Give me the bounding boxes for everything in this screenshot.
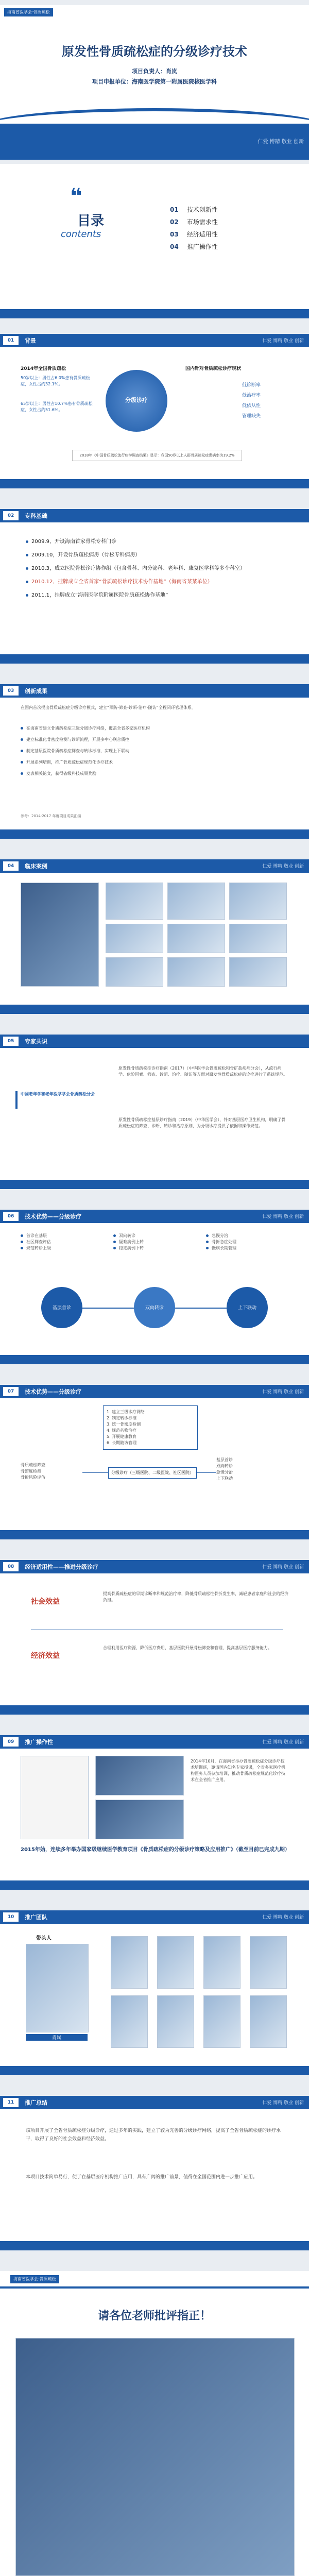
list-item: 低诊断率 [242, 383, 261, 388]
contents-heading: 目录 [77, 213, 105, 229]
note-item: 骨质疏松筛查 [21, 1463, 45, 1467]
member-photo [203, 1995, 241, 2048]
summary-para-1: 该项目开展了全省骨质疏松症分级诊疗，通过多年的实践，建立了较为完善的分级诊疗网络，提高了全省骨质疏松症的诊疗水平，取得了良好的社会效益和经济效益。 [26, 2128, 281, 2142]
tagline: 仁爱 博精 敬业 创新 [262, 864, 304, 869]
note-item: 急慢分治 [216, 1470, 233, 1475]
logo: 海南省医学会·骨质疏松 [10, 2275, 59, 2283]
list-text: 制定基层医院骨质疏松症筛查与转诊标准，实现上下联动 [26, 749, 129, 753]
innovation-slide [0, 684, 309, 839]
step-item: 6. 长期随访管理 [107, 1440, 137, 1445]
leader-name: 肖岚 [26, 2034, 88, 2041]
list-text: 建立标准化骨密度检测与诊断流程，开展多中心联合质控 [26, 737, 129, 742]
left-para-2: 65岁以上：男性占10.7%患有骨质疏松症，女性占约51.6%。 [21, 401, 93, 412]
bullet-icon [21, 738, 23, 741]
tier-text: 首诊在基层 [26, 1233, 47, 1238]
document-image [21, 1756, 89, 1839]
footer-bar [0, 654, 309, 664]
note-item: 双向转诊 [216, 1464, 233, 1468]
bullet-icon [21, 1241, 23, 1243]
section-number: 05 [3, 1037, 19, 1046]
tier-circle [41, 1287, 82, 1328]
section-title: 推广操作性 [25, 1739, 53, 1745]
section-title: 专家共识 [25, 1038, 47, 1045]
note-item: 上下联动 [216, 1476, 233, 1481]
tagline: 仁爱 博精 敬业 创新 [262, 2100, 304, 2106]
bullet-icon [21, 761, 23, 764]
case-photo [229, 957, 287, 987]
right-notes [216, 1457, 278, 1482]
list-item: 低依从性 [242, 403, 261, 409]
section-title: 经济适用性——推进分级诊疗 [25, 1564, 98, 1570]
event-photo [95, 1756, 184, 1795]
section-title: 推广团队 [25, 1914, 47, 1921]
section-title: 临床案例 [25, 863, 47, 870]
footer-bar [0, 479, 309, 488]
contents-num: 02 [170, 218, 179, 226]
tier-column [21, 1233, 103, 1251]
section-title: 创新成果 [25, 688, 47, 694]
timeline-item [26, 537, 283, 547]
promotion-text: 2014年10月，在海南省举办骨质疏松症分级诊疗技术培训班，邀请国内知名专家授课，全省多家医疗机构医务人员参加培训，推动骨质疏松症规范化诊疗技术在全省推广应用。 [191, 1759, 285, 1782]
team-slide [0, 1910, 309, 2075]
case-photo [167, 883, 225, 920]
summary-para-2: 本项目技术简单易行，便于在基层医疗机构推广应用，具有广阔的推广前景，值得在全国范围内进一步推广应用。 [26, 2175, 258, 2180]
caption: 2018年《中国骨质疏松流行病学调查结果》显示：我国50岁以上人群骨质疏松症患病率为19.2% [72, 450, 242, 461]
tagline: 仁爱 博精 敬业 创新 [258, 139, 304, 145]
case-photo [106, 957, 163, 987]
timeline-item [26, 578, 283, 587]
tier-circle-label: 基层首诊 [52, 1306, 71, 1311]
right-heading: 国内针对骨质疏松诊疗现状 [185, 366, 242, 371]
bullet-icon [26, 540, 28, 543]
benefit-text: 合理利用医疗资源，降低医疗费用，基层医院开展骨松筛查和管理，提高基层医疗服务能力。 [103, 1646, 272, 1650]
contents-label: 技术创新性 [186, 206, 218, 213]
tier-circle [227, 1287, 268, 1328]
tagline: 仁爱 博精 敬业 创新 [262, 338, 304, 344]
thanks-heading: 请各位老师批评指正！ [97, 2309, 211, 2323]
bullet-icon [26, 581, 28, 583]
contents-label: 推广操作性 [186, 243, 218, 250]
timeline-item [26, 551, 283, 560]
slide-header [0, 859, 309, 873]
slide-header [0, 2096, 309, 2109]
connector-line [196, 1472, 216, 1473]
note-item: 骨密度检测 [21, 1469, 41, 1473]
bullet-icon [113, 1241, 116, 1243]
tier-item [206, 1239, 288, 1245]
footer-bar [0, 1705, 309, 1715]
step-item: 4. 规范药物治疗 [107, 1428, 137, 1433]
timeline-list [26, 537, 283, 604]
footer-bar [0, 309, 309, 318]
tier-text: 急慢分治 [212, 1233, 228, 1238]
tier-item [21, 1239, 103, 1245]
section-number: 04 [3, 861, 19, 871]
bullet-icon [21, 1247, 23, 1249]
list-item [21, 748, 288, 754]
tier-text: 规范转诊上级 [26, 1246, 51, 1250]
contents-subheading: contents [61, 229, 101, 240]
case-photo [167, 924, 225, 953]
section-number: 09 [3, 1737, 19, 1747]
contents-item[interactable] [170, 205, 273, 217]
slide-header [0, 1910, 309, 1924]
section-number: 01 [3, 336, 19, 345]
contents-slide [0, 164, 309, 318]
contents-num: 01 [170, 206, 179, 213]
cases-slide [0, 859, 309, 1014]
quote-icon: ❝ [70, 184, 82, 208]
tagline: 仁爱 博精 敬业 创新 [262, 1389, 304, 1395]
timeline-text: 2010.12，挂牌成立全省首家“骨质疏松诊疗技术协作基地”（海南省某某单位） [31, 579, 213, 585]
step-item: 1. 建立三级诊疗网络 [107, 1410, 145, 1414]
background-slide [0, 334, 309, 488]
left-para-1: 50岁以上：男性占6.0%患有骨质疏松症，女性占约32.1%。 [21, 376, 90, 386]
member-photo [203, 1936, 241, 1989]
section-title: 背景 [25, 337, 36, 344]
note-item: 基层首诊 [216, 1458, 233, 1462]
step-item: 3. 统一骨密度检测 [107, 1422, 141, 1427]
timeline-item [26, 564, 283, 573]
project-unit: 项目申报单位：海南医学院第一附属医院核医学科 [92, 78, 217, 85]
footer-bar [0, 2241, 309, 2250]
timeline-text: 2009.9，开设海南首家骨松专科门诊 [31, 539, 116, 545]
footer-bar [0, 124, 309, 160]
case-photo [106, 883, 163, 920]
consensus-para-1: 原发性骨质疏松症诊疗指南（2017）（中华医学会骨质疏松和骨矿盐疾病分会），从流行病学、危险因素、筛查、诊断、治疗、随访等方面对原发性骨质疏松症的诊疗进行了系统规范。 [118, 1066, 287, 1077]
tiered-slide-2 [0, 1385, 309, 1539]
benefit-text: 提高骨质疏松症的早期诊断率和规范治疗率，降低骨质疏松性骨折发生率，减轻患者家庭和社会的经济负担。 [103, 1591, 288, 1602]
list-item [21, 737, 288, 743]
member-photo [111, 1995, 148, 2048]
footer-bar [0, 2286, 309, 2289]
footer-bar [0, 1005, 309, 1014]
step-item: 5. 开展健康教育 [107, 1434, 137, 1439]
specialty-slide [0, 509, 309, 664]
consensus-slide [0, 1035, 309, 1189]
slide-header [0, 1385, 309, 1398]
bullet-icon [206, 1241, 209, 1243]
bullet-icon [26, 554, 28, 556]
case-photo [21, 883, 99, 987]
benefit-label: 经济效益 [31, 1652, 60, 1660]
list-item [21, 759, 288, 766]
list-item [21, 771, 288, 777]
bullet-icon [113, 1234, 116, 1237]
timeline-text: 2011.1，挂牌成立“海南医学院附属医院骨质疏松协作基地” [31, 592, 168, 598]
contents-label: 市场需求性 [186, 218, 218, 226]
slide-header [0, 684, 309, 698]
logo: 海南省医学会·骨质疏松 [4, 8, 53, 16]
center-box: 分级诊疗（三级医院、二级医院、社区医院） [108, 1467, 197, 1479]
slide-header [0, 1735, 309, 1749]
bullet-icon [206, 1247, 209, 1249]
footer-bar [0, 1530, 309, 1539]
highlight-text: 2015年始，连续多年举办国家级继续医学教育项目《骨质疏松症的分级诊疗策略及应用推广》（截至目前已完成九期） [21, 1847, 290, 1853]
left-heading: 2014年全国骨质疏松 [21, 366, 66, 371]
right-list [242, 380, 261, 421]
tier-column [206, 1233, 288, 1251]
tier-item [206, 1233, 288, 1239]
economic-slide [0, 1560, 309, 1715]
tier-circle-label: 双向转诊 [145, 1306, 164, 1311]
project-leader: 项目负责人：肖岚 [132, 68, 177, 75]
bullet-icon [26, 567, 28, 570]
section-title: 技术优势——分级诊疗 [25, 1213, 81, 1220]
tier-circle [134, 1287, 175, 1328]
slide-header [0, 509, 309, 522]
bullet-icon [21, 750, 23, 752]
tagline: 仁爱 博精 敬业 创新 [262, 1915, 304, 1920]
footer-bar [0, 1180, 309, 1189]
tier-text: 慢病长期管理 [212, 1246, 236, 1250]
list-text: 在海南省建立骨质疏松症三级分级诊疗网络，覆盖全省多家医疗机构 [26, 726, 150, 731]
page-title: 原发性骨质疏松症的分级诊疗技术 [62, 44, 247, 59]
section-title: 推广总结 [25, 2099, 47, 2106]
bullet-icon [21, 772, 23, 775]
tagline: 仁爱 博精 敬业 创新 [262, 1740, 304, 1745]
contents-label: 经济适用性 [186, 231, 218, 238]
member-photo [157, 1936, 194, 1989]
refs-text: 参考：2014-2017 年度项目成果汇编 [21, 814, 81, 818]
event-photo [95, 1800, 184, 1839]
tier-item [206, 1245, 288, 1251]
left-notes [21, 1462, 82, 1481]
connector-line [82, 1472, 108, 1473]
section-title: 技术优势——分级诊疗 [25, 1388, 81, 1395]
tier-item [113, 1239, 196, 1245]
bullet-icon [21, 1234, 23, 1237]
steps-box [103, 1405, 198, 1450]
association-logo: 中国老年学和老年医学学会骨质疏松分会 [15, 1091, 108, 1109]
timeline-text: 2010.3，成立医院骨松诊疗协作组（包含骨科、内分泌科、老年科、康复医学科等多个科室） [31, 566, 245, 571]
member-photo [250, 1936, 287, 1989]
tier-text: 双向转诊 [119, 1233, 135, 1238]
member-photo [111, 1936, 148, 1989]
tiered-slide-1 [0, 1210, 309, 1364]
member-photo [157, 1995, 194, 2048]
section-number: 03 [3, 686, 19, 696]
tier-item [113, 1233, 196, 1239]
leader-photo [26, 1944, 89, 2032]
benefit-label: 社会效益 [31, 1598, 60, 1606]
tier-text: 疑难病例上转 [119, 1240, 144, 1244]
tagline: 仁爱 博精 敬业 创新 [262, 1565, 304, 1570]
slide-header [0, 334, 309, 347]
footer-bar [0, 1880, 309, 1890]
innovation-list [21, 725, 288, 782]
tier-text: 社区筛查评估 [26, 1240, 51, 1244]
title-slide [0, 5, 309, 160]
slide-header [0, 1035, 309, 1048]
list-item: 低治疗率 [242, 393, 261, 398]
tier-item [21, 1245, 103, 1251]
timeline-item [26, 591, 283, 600]
center-circle [106, 370, 167, 432]
section-number: 10 [3, 1912, 19, 1922]
intro-text: 在国内首次提出骨质疏松症分级诊疗模式，建立“预防-筛查-诊断-治疗-随访”全程闭环管理体系。 [21, 705, 196, 710]
contents-list [170, 205, 273, 255]
step-item: 2. 制定转诊标准 [107, 1416, 137, 1420]
section-number: 02 [3, 511, 19, 520]
list-text: 开展系列培训，推广骨质疏松症规范化诊疗技术 [26, 760, 113, 765]
contents-item[interactable] [170, 230, 273, 242]
consensus-para-2: 原发性骨质疏松症基层诊疗指南（2019）（中华医学会），针对基层医疗卫生机构，明确了骨质疏松症的筛查、诊断、转诊和治疗原则，为分级诊疗提供了依据和操作规范。 [118, 1117, 286, 1128]
list-item [21, 725, 288, 732]
tier-text: 稳定病例下转 [119, 1246, 144, 1250]
case-photo [229, 883, 287, 920]
case-photo [167, 957, 225, 987]
contents-num: 04 [170, 243, 179, 250]
promotion-slide [0, 1735, 309, 1890]
tagline: 仁爱 博精 敬业 创新 [262, 1214, 304, 1219]
list-item: 管理缺失 [242, 414, 261, 419]
footer-bar [0, 829, 309, 839]
contents-item[interactable] [170, 242, 273, 255]
bullet-icon [206, 1234, 209, 1237]
bullet-icon [21, 727, 23, 730]
tier-column [113, 1233, 196, 1251]
section-number: 07 [3, 1387, 19, 1396]
tier-circle-label: 上下联动 [237, 1306, 256, 1311]
tier-text: 骨折急症处理 [212, 1240, 236, 1244]
tier-item [113, 1245, 196, 1251]
footer-bar [0, 2066, 309, 2075]
slide-header [0, 1210, 309, 1223]
contents-num: 03 [170, 231, 179, 238]
center-label: 分级诊疗 [125, 397, 148, 403]
bullet-icon [113, 1247, 116, 1249]
list-text: 发表相关论文，获得省级科技成果奖励 [26, 771, 96, 776]
bullet-icon [26, 594, 28, 597]
member-photo [250, 1995, 287, 2048]
thanks-slide [0, 2271, 309, 2576]
slide-header [0, 1560, 309, 1573]
case-photo [106, 924, 163, 953]
case-photo [229, 924, 287, 953]
section-number: 06 [3, 1212, 19, 1221]
summary-slide [0, 2096, 309, 2250]
timeline-text: 2009.10，开设骨质疏松病房（骨松专科病房） [31, 552, 141, 558]
contents-item[interactable] [170, 217, 273, 230]
leader-title: 带头人 [36, 1936, 52, 1941]
tier-item [21, 1233, 103, 1239]
section-number: 08 [3, 1562, 19, 1571]
section-title: 专科基础 [25, 513, 47, 519]
section-number: 11 [3, 2098, 19, 2107]
note-item: 骨折风险评估 [21, 1475, 45, 1480]
group-photo [15, 2338, 295, 2576]
footer-bar [0, 1355, 309, 1364]
